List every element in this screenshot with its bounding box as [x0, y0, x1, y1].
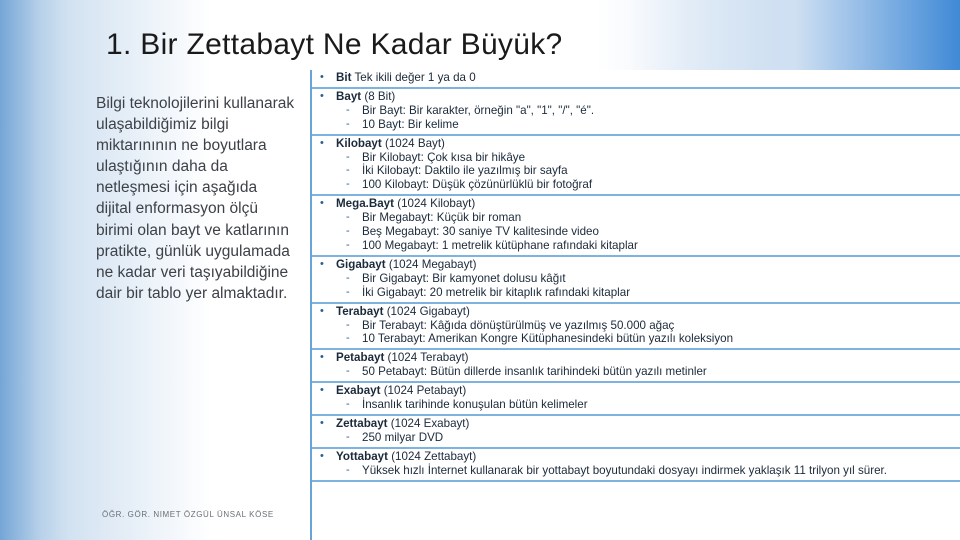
example-text: 10 Bayt: Bir kelime: [362, 117, 459, 131]
table-group: [312, 449, 960, 482]
bullet-dot-icon: •: [320, 197, 324, 210]
example-text: Bir Bayt: Bir karakter, örneğin "a", "1", "/", "é".: [362, 103, 595, 117]
example-text: Bir Megabayt: Küçük bir roman: [362, 211, 522, 225]
unit-term: Yottabayt: [336, 449, 388, 463]
unit-row: [312, 417, 960, 431]
unit-term: Kilobayt: [336, 136, 382, 150]
unit-description: (1024 Kilobayt): [394, 197, 476, 211]
example-row: [312, 272, 960, 286]
unit-description: (1024 Exabayt): [387, 416, 470, 430]
unit-row: [312, 258, 960, 272]
table-group: [312, 416, 960, 449]
example-row: [312, 225, 960, 239]
table-group: [312, 257, 960, 304]
bullet-dash-icon: -: [346, 164, 350, 177]
example-row: [312, 151, 960, 165]
bullet-dot-icon: •: [320, 89, 324, 102]
unit-row: [312, 351, 960, 365]
example-text: 50 Petabayt: Bütün dillerde insanlık tarihindeki bütün yazılı metinler: [362, 365, 707, 379]
example-text: İki Gigabayt: 20 metrelik bir kitaplık rafındaki kitaplar: [362, 285, 631, 299]
bullet-dash-icon: -: [346, 117, 350, 130]
example-text: 250 milyar DVD: [362, 430, 444, 444]
bullet-dot-icon: •: [320, 257, 324, 270]
bullet-dash-icon: -: [346, 285, 350, 298]
unit-term: Exabayt: [336, 384, 381, 398]
table-group: [312, 196, 960, 257]
unit-term: Bit: [336, 71, 352, 84]
slide-footer-author: ÖĞR. GÖR. NIMET ÖZGÜL ÜNSAL KÖSE: [102, 510, 274, 519]
example-row: [312, 332, 960, 346]
table-group: [312, 350, 960, 383]
unit-term: Zettabayt: [336, 416, 388, 430]
bullet-dash-icon: -: [346, 150, 350, 163]
table-group: [312, 304, 960, 351]
slide-body-text: Bilgi teknolojilerini kullanarak ulaşabildiğimiz bilgi miktarınının ne boyutlara ulaştığının daha da netleşmesi için aşağıda dijital enformasyon ölçü birimi olan bayt ve katlarının pratikte, günlük uygulamada ne kadar veri taşıyabildiğine dair bir tablo yer almaktadır.: [96, 95, 295, 302]
unit-row: [312, 450, 960, 464]
bullet-dash-icon: -: [346, 271, 350, 284]
unit-row: [312, 90, 960, 104]
example-text: İki Kilobayt: Daktilo ile yazılmış bir sayfa: [362, 164, 568, 178]
unit-description: (1024 Terabayt): [384, 351, 469, 365]
bullet-dash-icon: -: [346, 225, 350, 238]
bullet-dash-icon: -: [346, 103, 350, 116]
byte-units-table: [310, 70, 960, 540]
example-text: Bir Terabayt: Kâğıda dönüştürülmüş ve yazılmış 50.000 ağaç: [362, 318, 675, 332]
example-row: [312, 365, 960, 379]
bullet-dash-icon: -: [346, 463, 350, 476]
example-row: [312, 118, 960, 132]
bullet-dot-icon: •: [320, 136, 324, 149]
example-row: [312, 239, 960, 253]
example-row: [312, 431, 960, 445]
example-row: [312, 464, 960, 478]
example-row: [312, 398, 960, 412]
bullet-dash-icon: -: [346, 178, 350, 191]
left-gradient-band: [0, 0, 70, 540]
unit-row: [312, 305, 960, 319]
unit-description: (1024 Megabayt): [385, 257, 477, 271]
bullet-dash-icon: -: [346, 211, 350, 224]
unit-row: [312, 197, 960, 211]
example-row: [312, 178, 960, 192]
bullet-dash-icon: -: [346, 398, 350, 411]
unit-description: (1024 Gigabayt): [383, 304, 470, 318]
unit-row: [312, 137, 960, 151]
bullet-dot-icon: •: [320, 416, 324, 429]
example-row: [312, 211, 960, 225]
example-row: [312, 286, 960, 300]
bullet-dash-icon: -: [346, 365, 350, 378]
bullet-dot-icon: •: [320, 449, 324, 462]
table-group: [312, 383, 960, 416]
bullet-dash-icon: -: [346, 430, 350, 443]
table-body: [312, 70, 960, 482]
bullet-dash-icon: -: [346, 332, 350, 345]
table-group: [312, 136, 960, 197]
unit-term: Mega.Bayt: [336, 197, 394, 211]
example-row: [312, 319, 960, 333]
example-text: 10 Terabayt: Amerikan Kongre Kütüphanesindeki bütün yazılı koleksiyon: [362, 332, 734, 346]
top-right-gradient-band: [630, 0, 960, 70]
unit-description: (8 Bit): [361, 89, 396, 103]
bullet-dot-icon: •: [320, 351, 324, 364]
slide-title: 1. Bir Zettabayt Ne Kadar Büyük?: [106, 28, 563, 61]
table-group: [312, 89, 960, 136]
unit-term: Petabayt: [336, 351, 385, 365]
example-text: Bir Gigabayt: Bir kamyonet dolusu kâğıt: [362, 271, 566, 285]
bullet-dot-icon: •: [320, 304, 324, 317]
example-row: [312, 164, 960, 178]
bullet-dash-icon: -: [346, 238, 350, 251]
table-group: [312, 70, 960, 89]
bullet-dash-icon: -: [346, 318, 350, 331]
example-row: [312, 104, 960, 118]
unit-row: [312, 384, 960, 398]
unit-term: Gigabayt: [336, 257, 386, 271]
unit-row: [312, 71, 960, 85]
unit-term: Bayt: [336, 89, 362, 103]
bullet-dot-icon: •: [320, 71, 324, 83]
unit-description: (1024 Petabayt): [380, 384, 467, 398]
unit-description: Tek ikili değer 1 ya da 0: [351, 71, 476, 84]
example-text: Beş Megabayt: 30 saniye TV kalitesinde video: [362, 225, 599, 239]
bullet-dot-icon: •: [320, 384, 324, 397]
example-text: İnsanlık tarihinde konuşulan bütün kelimeler: [362, 398, 588, 412]
unit-term: Terabayt: [336, 304, 384, 318]
example-text: Yüksek hızlı İnternet kullanarak bir yottabayt boyutundaki dosyayı indirmek yaklaşık 11 trilyon yıl sürer.: [362, 463, 887, 477]
example-text: Bir Kilobayt: Çok kısa bir hikâye: [362, 150, 526, 164]
example-text: 100 Megabayt: 1 metrelik kütüphane rafındaki kitaplar: [362, 238, 638, 252]
unit-description: (1024 Zettabayt): [387, 449, 477, 463]
example-text: 100 Kilobayt: Düşük çözünürlüklü bir fotoğraf: [362, 178, 593, 192]
unit-description: (1024 Bayt): [381, 136, 445, 150]
